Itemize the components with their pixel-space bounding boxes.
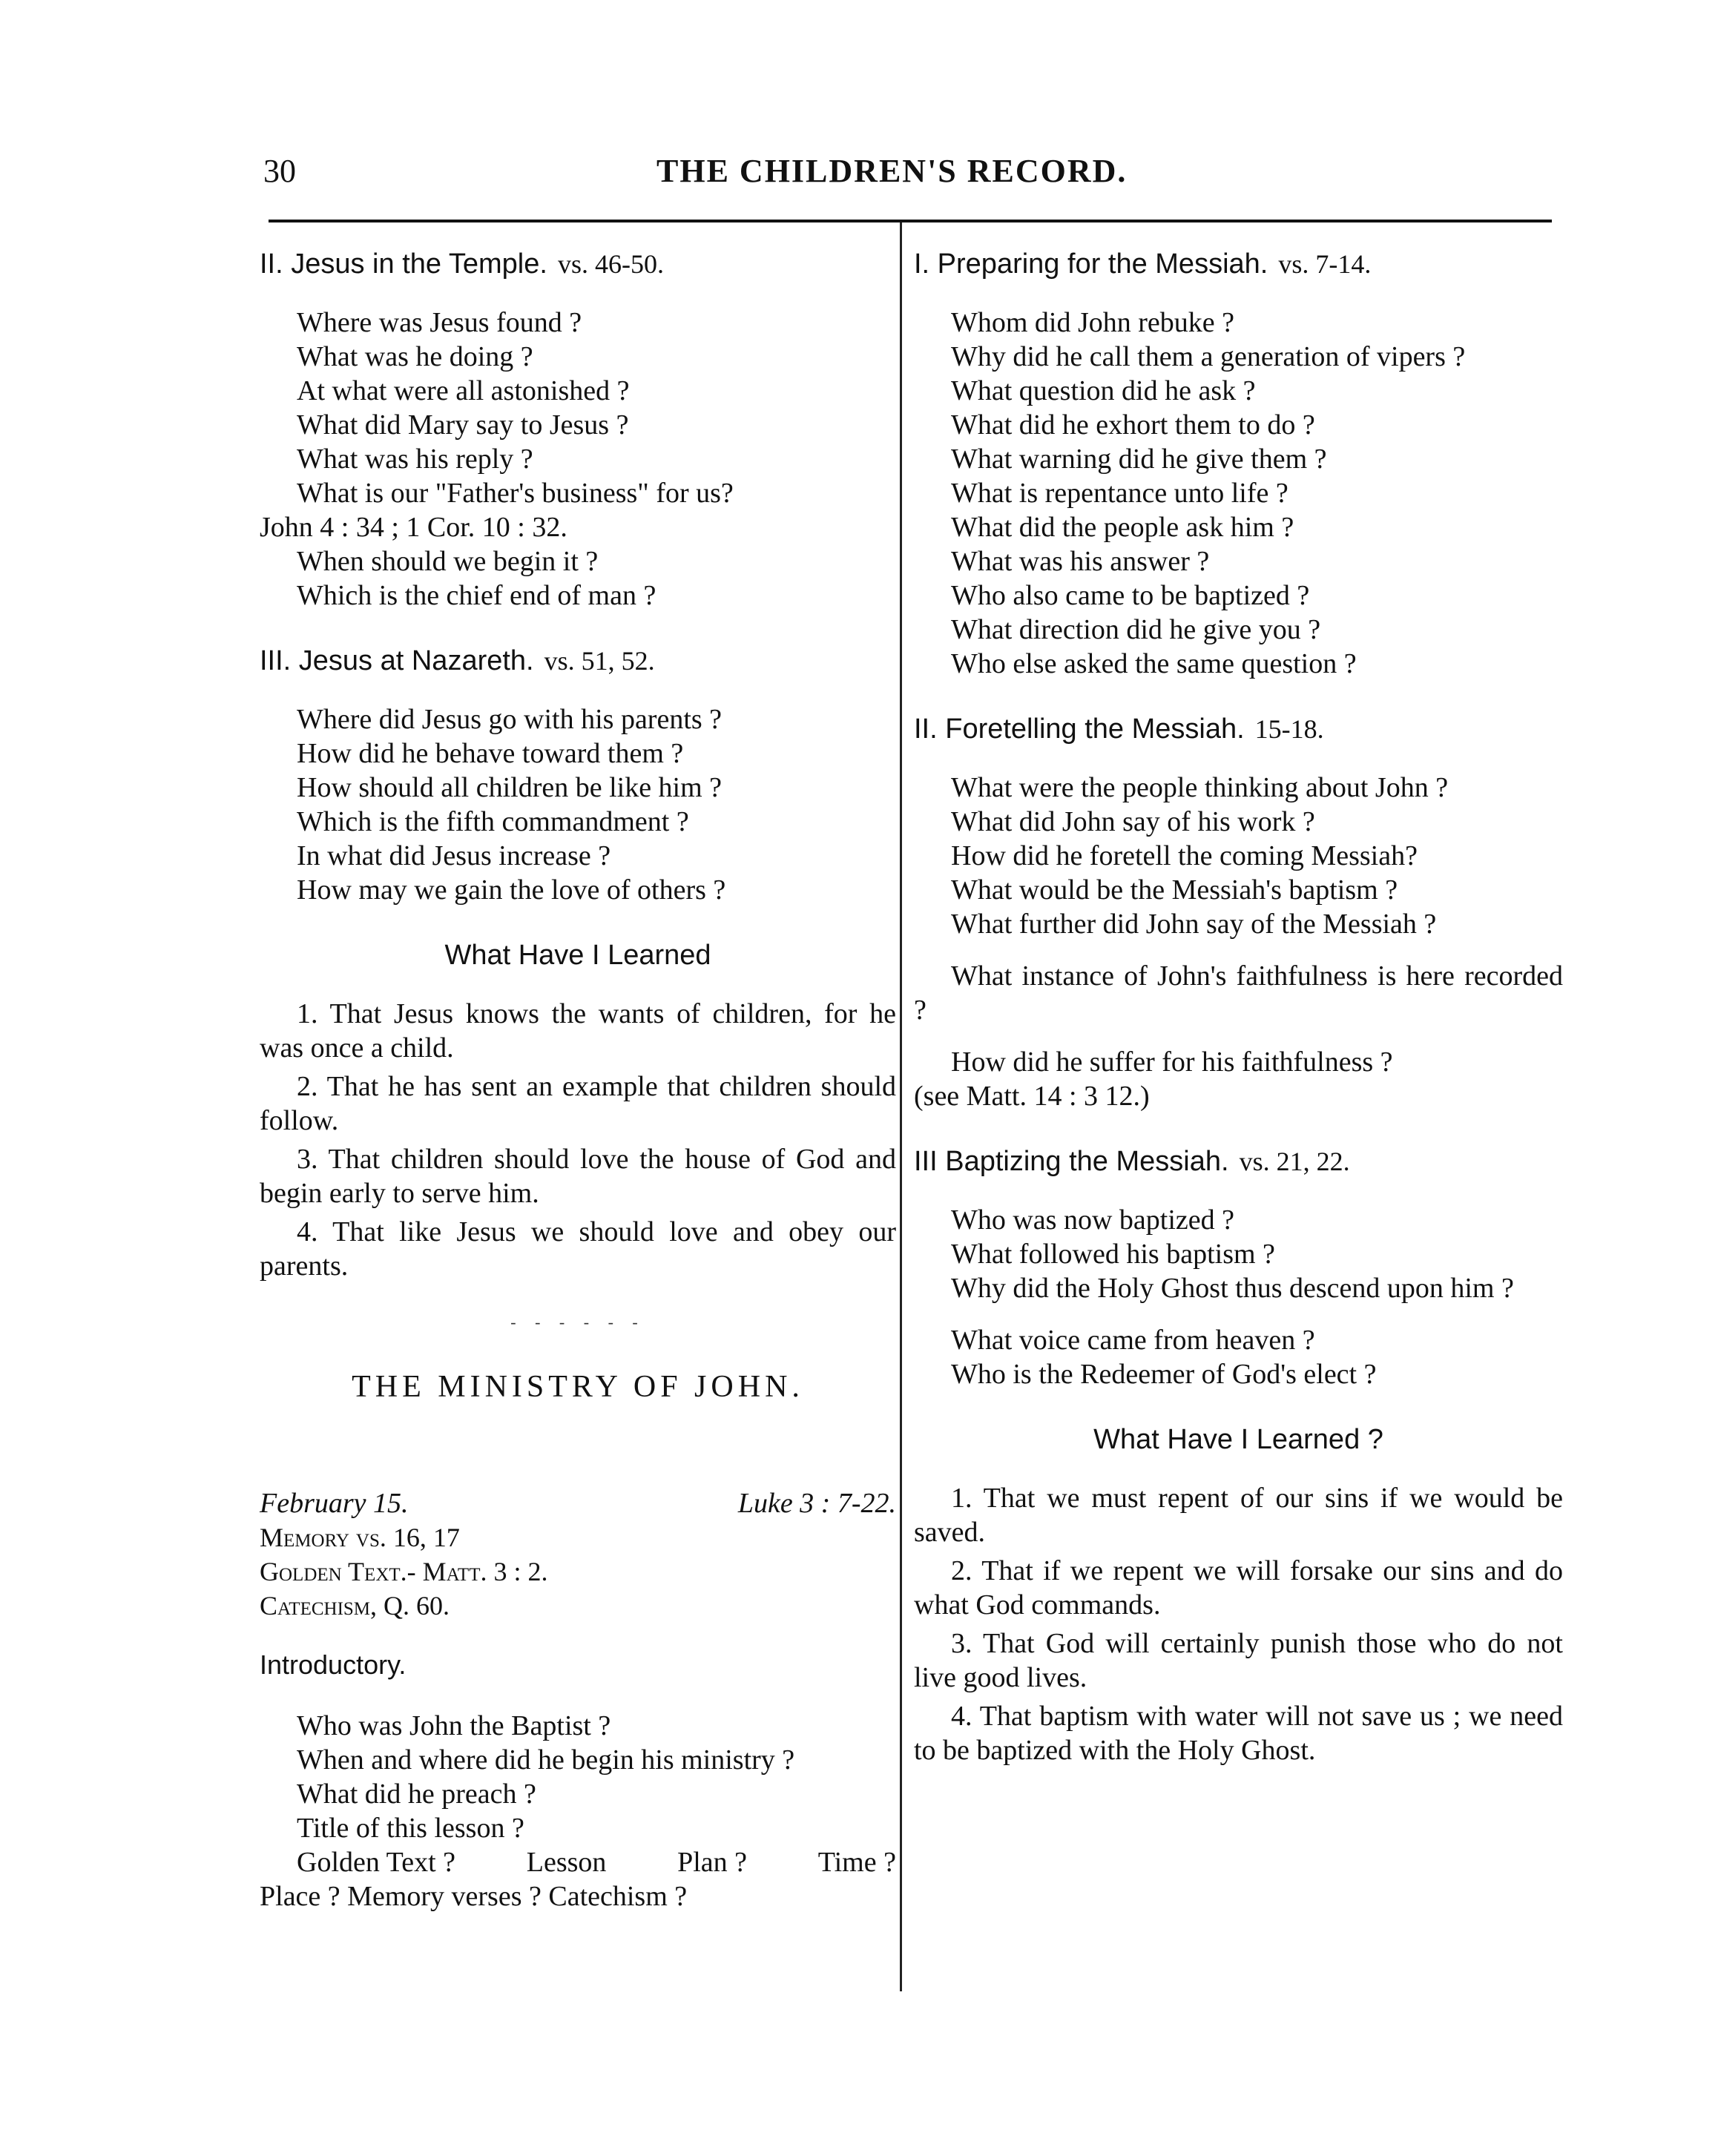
question: What instance of John's faithfulness is here recorded ? — [914, 960, 1563, 1026]
question: What followed his baptism ? — [951, 1239, 1275, 1270]
question: Title of this lesson ? — [297, 1813, 524, 1844]
learned-item: 4. That baptism with water will not save us ; we need to be baptized with the Holy Ghost. — [914, 1701, 1563, 1766]
question: Why did he call them a generation of vipers ? — [951, 341, 1466, 372]
question: What question did he ask ? — [951, 375, 1256, 406]
section-ref: vs. 46-50. — [557, 249, 664, 279]
page-number: 30 — [263, 153, 296, 189]
question: What is repentance unto life ? — [951, 478, 1288, 509]
question: Where did Jesus go with his parents ? — [297, 704, 723, 735]
section-heading-preparing — [914, 248, 1563, 280]
question: How should all children be like him ? — [297, 772, 723, 803]
learned-item: 2. That he has sent an example that children should follow. — [260, 1071, 896, 1136]
learned-heading: What Have I Learned — [444, 940, 711, 971]
question: Where was Jesus found ? — [297, 307, 582, 338]
question: How did he behave toward them ? — [297, 738, 684, 769]
golden-text: Golden Text.- Matt. 3 : 2. — [260, 1557, 548, 1586]
section-heading-text: III. Jesus at Nazareth. — [260, 645, 534, 676]
page-header — [263, 152, 1554, 197]
question: When and where did he begin his ministry ? — [297, 1744, 795, 1776]
learned-item: 3. That God will certainly punish those who do not live good lives. — [914, 1628, 1563, 1693]
question: Who else asked the same question ? — [951, 648, 1357, 679]
question: What did he exhort them to do ? — [951, 409, 1315, 441]
question: What did Mary say to Jesus ? — [297, 409, 629, 441]
section-heading-jesus-at-nazareth — [260, 645, 896, 677]
question: Who was John the Baptist ? — [297, 1710, 611, 1741]
question: Who is the Redeemer of God's elect ? — [951, 1359, 1377, 1390]
question: What would be the Messiah's baptism ? — [951, 874, 1398, 906]
question: What is our "Father's business" for us? — [297, 478, 734, 509]
section-ref: vs. 21, 22. — [1239, 1147, 1350, 1176]
scripture-reference: (see Matt. 14 : 3 12.) — [914, 1081, 1150, 1112]
section-heading-foretelling — [914, 713, 1563, 745]
question: How did he foretell the coming Messiah? — [951, 840, 1418, 871]
introductory-heading: Introductory. — [260, 1649, 407, 1680]
question: What warning did he give them ? — [951, 444, 1327, 475]
section-ref: vs. 51, 52. — [544, 646, 655, 676]
question: What did the people ask him ? — [951, 512, 1294, 543]
lesson-items-row — [260, 1845, 896, 1879]
question: What voice came from heaven ? — [951, 1325, 1315, 1356]
lesson-scripture: Luke 3 : 7-22. — [737, 1488, 896, 1519]
question: How may we gain the love of others ? — [297, 874, 726, 906]
catechism: Catechism, Q. 60. — [260, 1591, 450, 1621]
learned-item: 2. That if we repent we will forsake our sins and do what God commands. — [914, 1555, 1563, 1621]
question: What was he doing ? — [297, 341, 533, 372]
question: Time ? — [817, 1847, 896, 1878]
question: Lesson — [526, 1847, 607, 1878]
question: Why did the Holy Ghost thus descend upon him ? — [951, 1273, 1514, 1304]
question: In what did Jesus increase ? — [297, 840, 611, 871]
question: Who also came to be baptized ? — [951, 580, 1310, 611]
question: Which is the fifth commandment ? — [297, 806, 689, 837]
section-ornament: - - - - - - — [510, 1313, 645, 1331]
question: Whom did John rebuke ? — [951, 307, 1235, 338]
question: What further did John say of the Messiah ? — [951, 909, 1437, 940]
column-divider — [900, 222, 902, 1991]
section-heading-text: III Baptizing the Messiah. — [914, 1146, 1229, 1177]
section-heading-baptizing — [914, 1146, 1563, 1178]
question: How did he suffer for his faithfulness ? — [951, 1046, 1393, 1078]
question: Golden Text ? — [297, 1847, 456, 1878]
section-ref: vs. 7-14. — [1278, 249, 1372, 279]
question: When should we begin it ? — [297, 546, 599, 577]
question: At what were all astonished ? — [297, 375, 630, 406]
section-ref: 15-18. — [1254, 714, 1324, 744]
learned-item: 4. That like Jesus we should love and obey our parents. — [260, 1216, 896, 1282]
lesson-title: THE MINISTRY OF JOHN. — [352, 1370, 804, 1404]
question: What direction did he give you ? — [951, 614, 1321, 645]
question: Who was now baptized ? — [951, 1204, 1234, 1236]
question: Plan ? — [677, 1847, 748, 1878]
question: What did he preach ? — [297, 1778, 536, 1810]
section-heading-text: II. Foretelling the Messiah. — [914, 713, 1245, 745]
memory-verses: Memory vs. 16, 17 — [260, 1523, 460, 1552]
lesson-date-row — [260, 1486, 896, 1520]
question: Place ? Memory verses ? Catechism ? — [260, 1881, 688, 1912]
header-rule — [269, 220, 1552, 222]
learned-heading: What Have I Learned ? — [1093, 1424, 1383, 1455]
question: What were the people thinking about John ? — [951, 772, 1449, 803]
right-column — [914, 248, 1563, 1772]
section-heading-jesus-in-temple — [260, 248, 896, 280]
section-heading-text: I. Preparing for the Messiah. — [914, 248, 1268, 280]
learned-item: 1. That Jesus knows the wants of children, for he was once a child. — [260, 998, 896, 1064]
question: What was his answer ? — [951, 546, 1210, 577]
lesson-date: February 15. — [260, 1488, 409, 1519]
learned-item: 3. That children should love the house of God and begin early to serve him. — [260, 1144, 896, 1209]
section-heading-text: II. Jesus in the Temple. — [260, 248, 547, 280]
question: What did John say of his work ? — [951, 806, 1315, 837]
question: Which is the chief end of man ? — [297, 580, 656, 611]
left-column — [260, 248, 896, 1913]
running-title: THE CHILDREN'S RECORD. — [656, 153, 1128, 189]
question: What was his reply ? — [297, 444, 533, 475]
scripture-reference: John 4 : 34 ; 1 Cor. 10 : 32. — [260, 512, 567, 543]
learned-item: 1. That we must repent of our sins if we would be saved. — [914, 1483, 1563, 1548]
